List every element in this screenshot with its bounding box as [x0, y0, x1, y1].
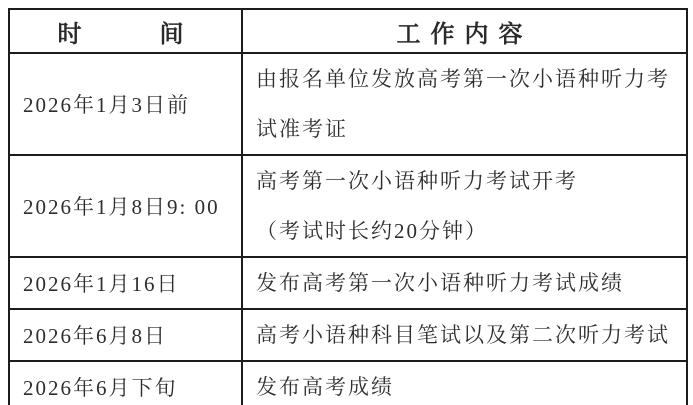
header-content-cell: 工作内容	[242, 9, 687, 53]
table-row	[9, 53, 687, 155]
content-cell	[242, 53, 687, 155]
time-cell: 2026年1月8日9: 00	[9, 155, 242, 257]
table-row	[9, 309, 687, 361]
content-line: 高考小语种科目笔试以及第二次听力考试	[256, 323, 670, 347]
schedule-table	[8, 8, 688, 405]
content-line: 发布高考成绩	[256, 375, 394, 399]
header-time-cell: 时 间	[9, 9, 242, 53]
content-cell	[242, 361, 687, 405]
content-line: 高考第一次小语种听力考试开考	[256, 169, 578, 193]
time-cell: 2026年1月3日前	[9, 53, 242, 155]
content-cell	[242, 257, 687, 309]
time-cell: 2026年6月下旬	[9, 361, 242, 405]
table-row	[9, 257, 687, 309]
time-cell: 2026年6月8日	[9, 309, 242, 361]
content-cell	[242, 309, 687, 361]
content-line: 发布高考第一次小语种听力考试成绩	[256, 271, 624, 295]
table-row	[9, 361, 687, 405]
content-cell	[242, 155, 687, 257]
table-row	[9, 155, 687, 257]
content-line: （考试时长约20分钟）	[256, 219, 488, 243]
header-row	[9, 9, 687, 53]
time-cell: 2026年1月16日	[9, 257, 242, 309]
content-line: 由报名单位发放高考第一次小语种听力考试准考证	[256, 67, 670, 141]
